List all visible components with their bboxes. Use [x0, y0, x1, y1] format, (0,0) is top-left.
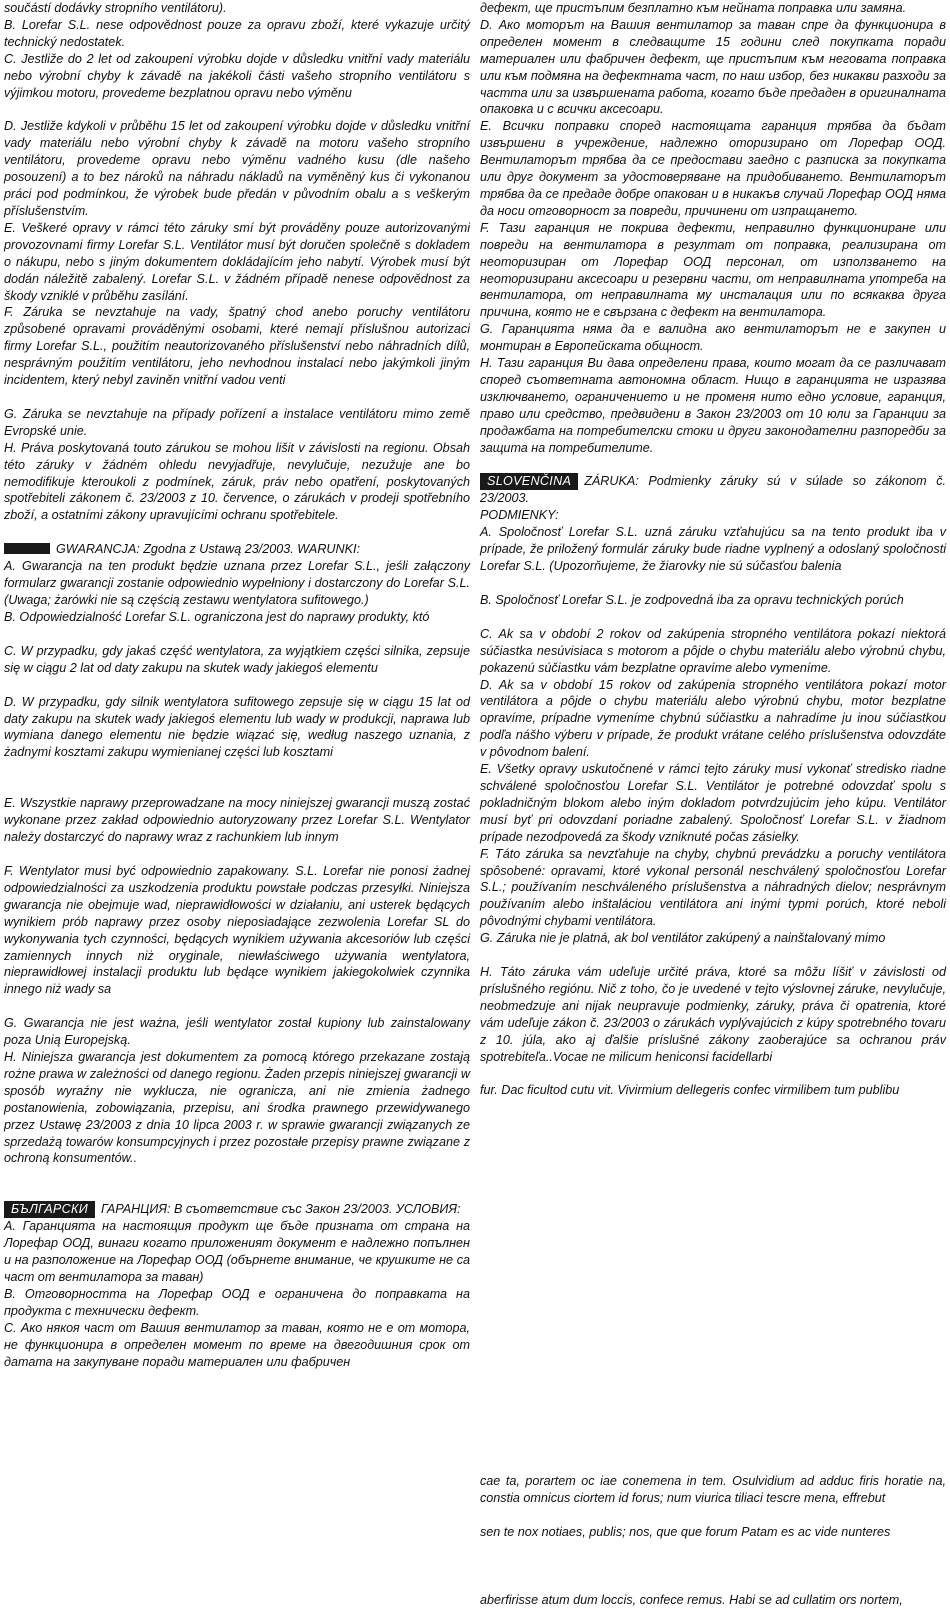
cz-paragraph-g: G. Záruka se nevztahuje na případy pořízení a instalace ventilátoru mimo země Evropské unie. [4, 406, 470, 438]
sk-paragraph-c: C. Ak sa v období 2 rokov od zakúpenia stropného ventilátora pokazí niektorá súčiastka nesúvisiaca s motorom a pôjde o chybu materiálu alebo výrobnú chybu, pokazenú súčiastku vám bezplatne opravíme alebo vymeníme. [480, 626, 946, 675]
bg-paragraph-f: F. Тази гаранция не покрива дефекти, неправилно функциониране или повреди на вентилатора в резултат от поправка, реализирана от неоторизиран от Лорефар ООД персонал, от използването на неоторизирани аксесоари и резервни части, от неправилната употреба на вентилатора, от неправилната му инсталация или по всякаква друга причина, която не е свързана с дефект на вентилатора. [480, 220, 946, 320]
sk-paragraph-a: A. Spoločnosť Lorefar S.L. uzná záruku vzťahujúcu sa na tento produkt iba v prípade, že priložený formulár záruky bude riadne vyplnený a odoslaný spoločnosti Lorefar S.L. (Upozorňujeme, že žiarovky nie sú súčasťou balenia [480, 525, 946, 573]
bg-paragraph-c-end: дефект, ще пристъпим безплатно към нейната поправка или замяна. [480, 1, 907, 15]
bg-paragraph-c: C. Ако някоя част от Вашия вентилатор за таван, която не е от мотора, не функционира в определен момент по време на двегодишния срок от датата на закупуване поради материален или фабричен [4, 1320, 470, 1369]
sk-section-header [480, 473, 946, 507]
bg-paragraph-g: G. Гаранцията няма да е валидна ако вентилаторът не е закупен и монтиран в Европейската общност. [480, 322, 946, 354]
bg-paragraph-b: B. Отговорността на Лорефар ООД е ограничена до поправката на продукта с технически дефект. [4, 1286, 470, 1318]
pl-language-label [4, 543, 50, 554]
pl-paragraph-h: H. Niniejsza gwarancja jest dokumentem za pomocą którego przekazane zostają rożne prawa w zależności od danego regionu. Żaden przepis niniejszej gwarancji w sposób wyraźny nie wyklucza, nie ogranicza, ani nie zmienia żadnego postanowienia, zobowiązania, przepisu, ani środka prawnego przewidywanego przez Ustawę 23/2003 z dnia 10 lipca 2003 r. w sprawie gwarancji związanych ze sprzedażą towarów konsumpcyjnych i przez pozostałe przepisy prawne związane z ochroną konsumentów.. [4, 1050, 470, 1166]
pl-paragraph-f: F. Wentylator musi być odpowiednio zapakowany. S.L. Lorefar nie ponosi żadnej odpowiedzialności za uszkodzenia produktu powstałe podczas przesyłki. Niniejsza gwarancja nie obejmuje wad, nieprawidłowości w działaniu, ani usterek będących wynikiem prób naprawy przez osoby nieposiadające zezwolenia Lorefar SL do wykonywania tych czynności, będących wynikiem używania akcesoriów lub części zamiennych innych niż oryginale, niewłaściwego używania wentylatora, nieprawidłowej instalacji produktu lub będące wynikiem jakiegokolwiek czynnika innego niż wady sa [4, 863, 470, 997]
pl-paragraph-c: C. W przypadku, gdy jakaś część wentylatora, za wyjątkiem części silnika, zepsuje się w ciągu 2 lat od daty zakupu na skutek wady jakiegoś elementu [4, 643, 470, 675]
sk-paragraph-d: D. Ak sa v období 15 rokov od zakúpenia stropného ventilátora pokazí motor ventilátora a pôjde o chybu materiálu alebo výrobnú chybu, motor bezplatne opravíme, prípadne vymeníme chybnú súčiastku a nahradíme ju inou súčiastkou podľa nášho výberu v prípade, že produkt vrátane celého príslušenstva odovzdáte v pôvodnom balení. [480, 677, 946, 760]
cz-paragraph-e: E. Veškeré opravy v rámci této záruky smí být prováděny pouze autorizovanými provozovnami firmy Lorefar S.L. Ventilátor musí být doručen společně s dokladem o nákupu, nebo s jiným dokumentem dokládajícím jeho nabytí. Výrobek musí být dodán náležitě zabalený. Lorefar S.L. v žádném případě nenese odpovědnost za škody vzniklé v průběhu zasílání. [4, 220, 470, 303]
filler-text-2: cae ta, porartem oc iae conemena in tem. Osulvidium ad adduc firis horatie na, constia omnicus ciortem id forus; num viurica tiliaci tescre mena, effrebut [480, 1474, 946, 1506]
pl-paragraph-g: G. Gwarancja nie jest ważna, jeśli wentylator został kupiony lub zainstalowany poza Unią Europejską. [4, 1016, 470, 1048]
bg-paragraph-h: H. Тази гаранция Ви дава определени права, които могат да се различават според съответната автономна област. Нищо в гаранцията не изразява изключването, ограничението и не променя нито едно условие, гаранция, право или средство, предвидени в Закон 23/2003 от 10 юли за Гаранции за продажбата на потребителски стоки и други законодателни разпоредби за защита на потребителите. [480, 356, 946, 455]
cz-paragraph-c: C. Jestliže do 2 let od zakoupení výrobku dojde v důsledku vnitřní vady materiálu nebo výrobní chyby k závadě na jakékoli části vašeho stropního ventilátoru s výjimkou motoru, provedeme bezplatnou opravu nebo výměnu [4, 51, 470, 100]
sk-paragraph-b: B. Spoločnosť Lorefar S.L. je zodpovedná iba za opravu technických porúch [480, 592, 904, 607]
cz-paragraph-a-end: součástí dodávky stropního ventilátoru). [4, 1, 227, 15]
sk-paragraph-f: F. Táto záruka sa nevzťahuje na chyby, chybnú prevádzku a poruchy ventilátora spôsobené: opravami, ktoré vykonal personál neschválený spoločnosťou Lorefar S.L.; používaním neschváleného príslušenstva a náhradných dielov; nesprávnym používaním alebo inštaláciou ventilátora ani inými typmi porúch, ktoré neboli pôvodnými chybami ventilátora. [480, 846, 946, 929]
cz-paragraph-f: F. Záruka se nevztahuje na vady, špatný chod anebo poruchy ventilátoru způsobené opravami prováděnými osobami, které nemají příslušnou autorizaci firmy Lorefar S.L., použitím neautorizovaného příslušenství nebo náhradních dílů, nesprávným použitím ventilátoru, jeho nevhodnou instalací nebo jakýmkoli jiným incidentem, který nebyl zaviněn vnitřní vadou venti [4, 305, 470, 388]
pl-paragraph-a: A. Gwarancja na ten produkt będzie uznana przez Lorefar S.L., jeśli załączony formularz gwarancji zostanie odpowiednio wypełniony i dostarczony do Lorefar S.L. (Uwaga; żarówki nie są częścią zestawu wentylatora sufitowego.) [4, 559, 470, 607]
cz-paragraph-b: B. Lorefar S.L. nese odpovědnost pouze za opravu zboží, které vykazuje určitý technický nedostatek. [4, 17, 470, 49]
sk-warranty-title: ZÁRUKA: Podmienky záruky sú v súlade so zákonom č. 23/2003. [480, 474, 946, 506]
cz-paragraph-d: D. Jestliže kdykoli v průběhu 15 let od zakoupení výrobku dojde v důsledku vnitřní vady materiálu nebo výrobní chyby k závadě na motoru vašeho stropního ventilátoru, provedeme opravu nebo výměnu vadného kusu (dle našeho posouzení) a to bez nároků na náhradu nákladů na vyměněný kus či vykonanou práci pod podmínkou, že výrobek bude předán v původním obalu a s veškerým příslušenstvím. [4, 119, 470, 218]
left-column [4, 0, 470, 1370]
right-column [480, 0, 946, 1609]
pl-section-header [4, 541, 470, 558]
pl-paragraph-b: B. Odpowiedzialność Lorefar S.L. ograniczona jest do naprawy produkty, któ [4, 609, 430, 624]
bg-warranty-title: ГАРАНЦИЯ: В съответствие със Закон 23/2003. УСЛОВИЯ: [101, 1202, 461, 1217]
sk-paragraph-g: G. Záruka nie je platná, ak bol ventilátor zakúpený a nainštalovaný mimo [480, 931, 886, 946]
filler-text-4: aberfirisse atum dum loccis, confece remus. Habi se ad cullatim ors nortem, [480, 1593, 903, 1608]
cz-paragraph-h: H. Práva poskytovaná touto zárukou se mohou lišit v závislosti na regionu. Obsah této záruky v žádném ohledu nevyjadřuje, nevylučuje, nezužuje ane bo nemodifikuje kteroukoli z podmínek, záruk, práv nebo opatření, poskytovaných spotřebiteli zákonem č. 23/2003 z 10. července, o zárukách v prodeji spotřebního zboží, a ostatními zákony upravujícími ochranu spotřebitele. [4, 440, 470, 523]
pl-paragraph-e: E. Wszystkie naprawy przeprowadzane na mocy niniejszej gwarancji muszą zostać wykonane przez zakład odpowiednio autoryzowany przez Lorefar S.L. Wentylator należy dostarczyć do naprawy wraz z rachunkiem lub innym [4, 796, 470, 845]
sk-paragraph-h: H. Táto záruka vám udeľuje určité práva, ktoré sa môžu líšiť v závislosti od príslušného regiónu. Nič z toho, čo je uvedené v tejto výslovnej záruke, nevylučuje, neobmedzuje ani nijak neupravuje podmienky, záruky, práva či opatrenia, ktoré vám udeľuje zákon č. 23/2003 o zárukách vyplývajúcich z kúpy spotrebného tovaru z 10. júla, ako aj ďalšie príslušné zákony zaoberajúce sa ochranou práv spotrebiteľa..Vocae ne milicum heniconsi facidellarbi [480, 965, 946, 1064]
pl-warranty-title: GWARANCJA: Zgodna z Ustawą 23/2003. WARUNKI: [56, 542, 360, 557]
bg-paragraph-e: E. Всички поправки според настоящата гаранция трябва да бъдат извършени в учреждение, надлежно оторизирано от Лорефар ООД. Вентилаторът трябва да се предостави заедно с разписка за покупката или друг документ за удостоверяване на придобиването. Вентилаторът трябва да се предаде добре опакован и в никакъв случай Лорефар ООД няма да носи отговорност за повреди, причинени от изпращането. [480, 119, 946, 218]
bg-language-label: БЪЛГАРСКИ [4, 1201, 95, 1218]
sk-language-label: SLOVENČINA [480, 473, 578, 490]
bg-section-header [4, 1201, 470, 1218]
pl-paragraph-d: D. W przypadku, gdy silnik wentylatora sufitowego zepsuje się w ciągu 15 lat od daty zakupu na skutek wady jakiegoś elementu lub wady w produkcji, naprawa lub wymiana danego elementu nie będzie wiązać się, według naszego uznania, z żadnymi kosztami zakupu wymienianej części lub kosztami [4, 694, 470, 760]
filler-text-3: sen te nox notiaes, publis; nos, que que forum Patam es ac vide nunteres [480, 1525, 891, 1540]
bg-paragraph-d: D. Ако моторът на Вашия вентилатор за таван спре да функционира в определен момент в следващите 15 години след покупката поради материален или фабричен дефект, ще пристъпим към неговата поправка или към подмяна на дефектната част, по наш избор, без никакви разходи за частта или за извършената работа, когато бъде предаден в оригиналната опаковка и с всички аксесоари. [480, 17, 946, 117]
sk-conditions-heading: PODMIENKY: [480, 508, 559, 523]
bg-paragraph-a: A. Гаранцията на настоящия продукт ще бъде призната от страна на Лорефар ООД, винаги когато приложеният документ е надлежно попълнен и на разположение на Лорефар ООД (обърнете внимание, че крушките не са част от вентилатора за таван) [4, 1219, 470, 1284]
sk-paragraph-e: E. Všetky opravy uskutočnené v rámci tejto záruky musí vykonať stredisko riadne schválené spoločnosťou Lorefar S.L. Ventilátor je potrebné odovzdať spolu s pokladničným blokom alebo iným dokladom potvrdzujúcim jeho kúpu. Ventilátor musí byť pri odovzdaní poriadne zabalený. Spoločnosť Lorefar S.L. v žiadnom prípade nezodpovedá za škody vzniknuté počas zásielky. [480, 762, 946, 844]
filler-text-1: fur. Dac ficultod cutu vit. Vivirmium dellegeris confec virmilibem tum publibu [480, 1083, 900, 1098]
